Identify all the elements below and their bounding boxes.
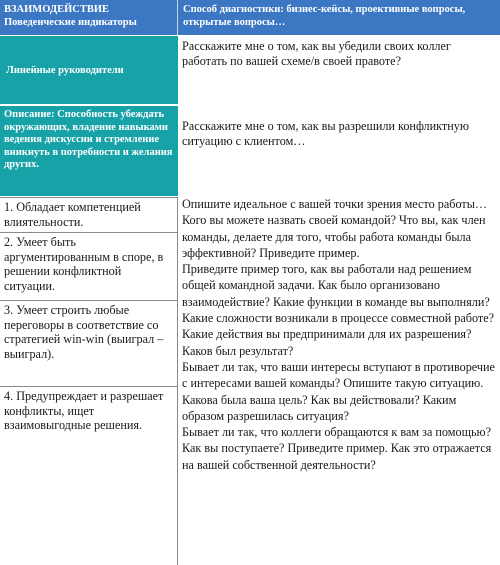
indicators-column — [0, 0, 178, 565]
header-left-title: ВЗАИМОДЕЙСТВИЕ — [4, 4, 110, 15]
group-title: Линейные руководители — [6, 65, 124, 76]
question-persuade-colleagues: Расскажите мне о том, как вы убедили своих коллег работать по вашей схеме/в своей правоте? — [182, 39, 451, 68]
question-item: Опишите идеальное с вашей точки зрения место работы… — [182, 197, 488, 211]
header-right: Способ диагностики: бизнес-кейсы, проективные вопросы, открытые вопросы… — [178, 0, 500, 35]
indicator-4: 4. Предупреждает и разрешает конфликты, ищет взаимовыгодные решения. — [0, 386, 178, 565]
questions-column — [178, 0, 500, 565]
header-left — [0, 0, 178, 35]
question-item: Бывает ли так, что коллеги обращаются к вам за помощью? Как вы поступаете? Приведите пример. Как это отражается на вашей собственной деятельности? — [182, 425, 492, 472]
description-cell — [0, 106, 178, 196]
indicator-1: 1. Обладает компетенцией влиятельности. — [0, 197, 178, 232]
indicator-2: 2. Умеет быть аргументированным в споре, в решении конфликтной ситуации. — [0, 232, 178, 300]
question-client-conflict: Расскажите мне о том, как вы разрешили конфликтную ситуацию с клиентом… — [182, 119, 469, 148]
indicator-3: 3. Умеет строить любые переговоры в соответствие со стратегией win-win (выиграл – выиграл). — [0, 300, 178, 386]
questions-list — [178, 195, 500, 565]
question-item: Бывает ли так, что ваши интересы вступают в противоречие с интересами вашей команды? Опишите такую ситуацию. Какова была ваша цель? Как вы действовали? Каким образом разрешилась ситуация? — [182, 359, 495, 423]
question-item: Кого вы можете назвать своей командой? Что вы, как член команды, делаете для того, чтобы работа команды была эффективной? Приведите пример. — [182, 213, 486, 260]
competency-description: Описание: Способность убеждать окружающих, владение навыками ведения дискуссии и стремление вникнуть в потребности и желания других. — [4, 109, 173, 170]
group-title-cell — [0, 36, 178, 105]
question-item: Приведите пример того, как вы работали над решением общей командной задачи. Как было организовано взаимодействие? Какие функции в команде вы выполняли? Какие сложности возникали в процессе совместной работе? Какие действия вы предпринимали для их разрешения? Каков был результат? — [182, 262, 495, 358]
header-left-subtitle: Поведенческие индикаторы — [4, 17, 137, 28]
